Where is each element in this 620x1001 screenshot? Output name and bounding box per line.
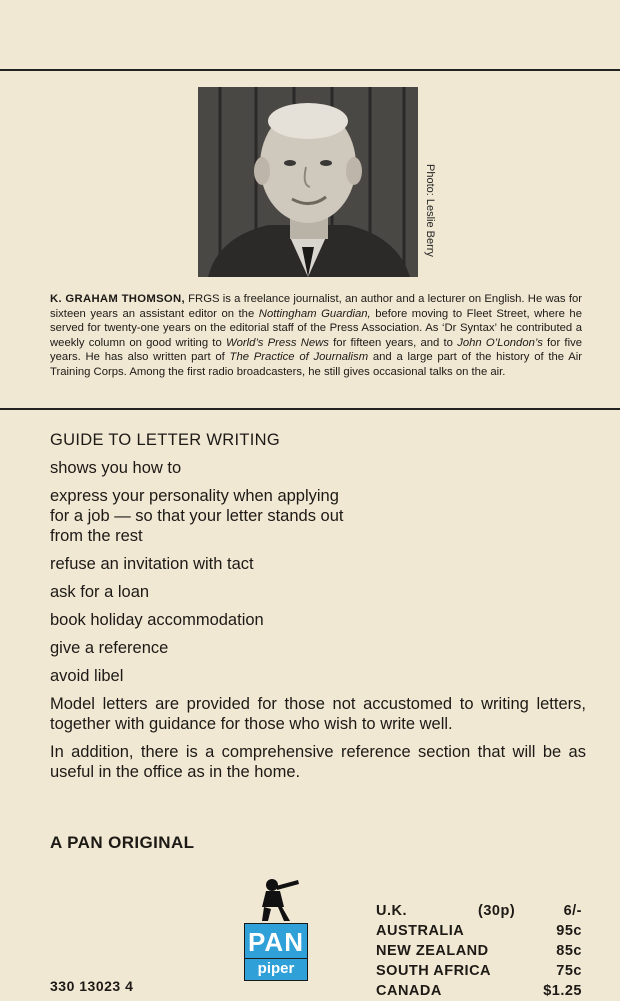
price-row bbox=[376, 901, 582, 921]
pan-piper-logo bbox=[244, 877, 308, 997]
isbn-number: 330 13023 4 bbox=[50, 978, 134, 994]
imprint-label: A PAN ORIGINAL bbox=[50, 833, 195, 852]
price-decimal: (30p) bbox=[478, 903, 516, 919]
blurb-list-item: ask for a loan bbox=[50, 583, 150, 601]
price-country: NEW ZEALAND bbox=[376, 943, 489, 959]
middle-rule bbox=[0, 408, 620, 410]
price-country: AUSTRALIA bbox=[376, 923, 465, 939]
price-country: U.K. bbox=[376, 903, 407, 919]
author-name: K. GRAHAM THOMSON, bbox=[50, 293, 185, 305]
author-photo bbox=[198, 87, 418, 277]
blurb-list-item: avoid libel bbox=[50, 667, 124, 685]
price-row bbox=[376, 961, 582, 981]
price-list bbox=[376, 901, 582, 1001]
blurb-list-item: refuse an invitation with tact bbox=[50, 555, 254, 573]
blurb-list-item: book holiday accommodation bbox=[50, 611, 264, 629]
top-rule bbox=[0, 69, 620, 71]
bio-text: for five years. He has also written part of bbox=[50, 336, 583, 363]
bio-italic-title: John O’London’s bbox=[457, 336, 543, 349]
price-value: 6/- bbox=[563, 903, 582, 919]
bio-italic-title: World’s Press News bbox=[225, 336, 329, 349]
bio-italic-title: The Practice of Journalism bbox=[229, 351, 369, 363]
price-value: 85c bbox=[556, 943, 582, 959]
blurb-list-item: give a reference bbox=[50, 639, 169, 657]
photo-credit: Photo: Leslie Berry bbox=[424, 164, 436, 257]
price-row bbox=[376, 981, 582, 1001]
blurb-paragraph: In addition, there is a comprehensive reference section that will be as useful in the office as in the home. bbox=[50, 743, 586, 781]
logo-pan-text: PAN bbox=[244, 923, 308, 959]
author-portrait-image bbox=[198, 87, 418, 277]
bio-text: FRGS is a freelance journalist, an author and a lecturer on English. He was for sixteen years an assistant editor on the bbox=[50, 293, 582, 320]
blurb-list-item: express your personality when applying for a job — so that your letter stands out from the rest bbox=[50, 487, 344, 545]
price-row bbox=[376, 941, 582, 961]
blurb-intro: shows you how to bbox=[50, 459, 182, 477]
price-country: SOUTH AFRICA bbox=[376, 963, 492, 979]
piper-figure-icon bbox=[250, 877, 302, 921]
bio-text: and a large part of the history of the Air Training Corps. Among the first radio broadcasters, he still gives occasional talks on the air. bbox=[50, 351, 583, 378]
bio-text: before moving to Fleet Street, where he served for twenty-one years on the editorial staff of the Press Association. As ‘Dr Syntax’ he contributed a weekly column on good writing to bbox=[50, 307, 582, 349]
price-value: $1.25 bbox=[543, 983, 582, 999]
author-bio bbox=[50, 292, 582, 379]
price-value: 75c bbox=[556, 963, 582, 979]
logo-piper-text: piper bbox=[244, 959, 308, 981]
price-row bbox=[376, 921, 582, 941]
price-country: CANADA bbox=[376, 983, 442, 999]
blurb bbox=[50, 430, 586, 790]
bio-italic-title: Nottingham Guardian, bbox=[258, 307, 371, 320]
price-value: 95c bbox=[556, 923, 582, 939]
blurb-title: GUIDE TO LETTER WRITING bbox=[50, 431, 280, 449]
bio-text: for fifteen years, and to bbox=[328, 336, 458, 349]
blurb-paragraph: Model letters are provided for those not accustomed to writing letters, together with guidance for those who wish to write well. bbox=[50, 695, 586, 733]
